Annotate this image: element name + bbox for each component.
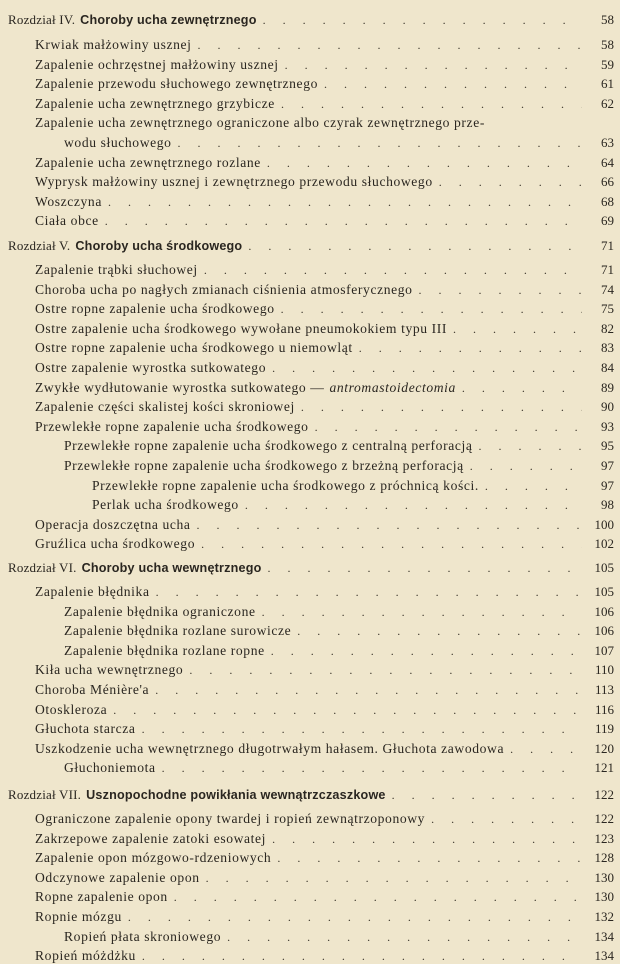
page-number: 93 (601, 418, 614, 434)
dot-leader (183, 663, 582, 678)
page-number: 58 (601, 37, 614, 52)
entry-title-italic: antromastoidectomia (329, 379, 456, 395)
entry-title: Perlak ucha środkowego (92, 497, 239, 513)
chapter-title: Choroby ucha zewnętrznego (80, 13, 257, 27)
entry-title: Zapalenie błędnika ograniczone (64, 603, 256, 619)
dot-leader (479, 479, 582, 494)
toc-entry[interactable] (0, 517, 620, 533)
toc-entry[interactable] (0, 458, 620, 474)
entry-title: Krwiak małżowiny usznej (35, 37, 192, 52)
entry-title: Głuchoniemota (64, 760, 156, 776)
dot-leader (257, 13, 582, 28)
entry-title: Zapalenie przewodu słuchowego zewnętrznego (35, 76, 318, 92)
dot-leader (271, 851, 582, 866)
dot-leader (413, 283, 582, 298)
chapter-heading[interactable] (0, 238, 620, 254)
page-number: 74 (601, 281, 614, 297)
toc-entry[interactable] (0, 831, 620, 847)
entry-title: Przewlekłe ropne zapalenie ucha środkowego (35, 418, 309, 434)
entry-title: Ograniczone zapalenie opony twardej i ropień zewnątrzoponowy (35, 811, 426, 826)
dot-leader (262, 561, 582, 576)
page-number: 75 (601, 301, 614, 317)
entry-title: Zapalenie błędnika rozlane ropne (64, 642, 265, 658)
toc-entry[interactable] (0, 584, 620, 600)
dot-leader (239, 498, 582, 513)
dot-leader (291, 624, 582, 639)
dot-leader (386, 788, 582, 803)
page-number: 97 (601, 477, 614, 493)
chapter-number: Rozdział V. (8, 238, 71, 253)
toc-entry[interactable] (0, 929, 620, 945)
toc-entry[interactable] (0, 380, 620, 396)
page-number: 82 (601, 320, 614, 336)
dot-leader (192, 38, 583, 53)
dot-leader (107, 703, 582, 718)
entry-title: Ostre zapalenie wyrostka sutkowatego (35, 360, 267, 375)
page-number: 102 (594, 536, 614, 552)
entry-title: Zapalenie trąbki słuchowej (35, 262, 198, 277)
dot-leader (295, 400, 582, 415)
page-number: 63 (601, 135, 614, 150)
page-number: 128 (594, 850, 614, 866)
page-number: 84 (601, 360, 614, 375)
entry-title: Zapalenie opon mózgowo-rdzeniowych (35, 850, 272, 866)
dot-leader (221, 930, 582, 945)
entry-title: Ropień móżdżku (35, 948, 136, 964)
toc-entry[interactable] (0, 870, 620, 886)
page-number: 62 (601, 95, 614, 111)
page-number: 106 (594, 623, 614, 639)
dot-leader (136, 722, 582, 737)
page-number: 106 (594, 603, 614, 619)
dot-leader (433, 175, 582, 190)
page-number: 98 (601, 497, 614, 513)
dot-leader (425, 812, 582, 827)
entry-title: Uszkodzenie ucha wewnętrznego długotrwałym hałasem. Głuchota zawodowa (35, 740, 505, 756)
toc-entry[interactable] (0, 478, 620, 494)
page-number: 69 (601, 213, 614, 229)
page-number: 132 (594, 909, 614, 924)
chapter-title: Choroby ucha środkowego (75, 239, 243, 253)
entry-title: Ropień płata skroniowego (64, 928, 222, 944)
page-number: 121 (594, 760, 614, 776)
page-number: 89 (601, 379, 614, 395)
dot-leader (99, 214, 582, 229)
page-number: 123 (594, 830, 614, 846)
dot-leader (150, 585, 582, 600)
entry-title: Przewlekłe ropne zapalenie ucha środkowego z centralną perforacją (64, 438, 473, 454)
entry-title: Ostre ropne zapalenie ucha środkowego (35, 301, 275, 317)
toc-entry[interactable] (0, 37, 620, 53)
entry-title: Ropne zapalenie opon (35, 889, 168, 905)
page-number: 116 (594, 701, 614, 717)
dot-leader (266, 361, 582, 376)
entry-title: Ropnie mózgu (35, 909, 122, 924)
dot-leader (256, 605, 582, 620)
dot-leader (242, 239, 582, 254)
page-number: 58 (601, 12, 614, 27)
entry-title: Ostre zapalenie ucha środkowego wywołane pneumokokiem typu III (35, 320, 448, 336)
page-number: 107 (594, 642, 614, 658)
toc-entry[interactable] (0, 399, 620, 415)
toc-entry[interactable] (0, 419, 620, 435)
page-number: 71 (601, 238, 614, 253)
dot-leader (195, 537, 582, 552)
toc-entry[interactable] (0, 850, 620, 866)
entry-title: Odczynowe zapalenie opon (35, 869, 200, 885)
toc-entry[interactable] (0, 682, 620, 698)
page-number: 134 (594, 928, 614, 944)
entry-title: Głuchota starcza (35, 721, 136, 737)
dot-leader (198, 263, 582, 278)
toc-entry[interactable] (0, 301, 620, 317)
toc-entry[interactable] (0, 721, 620, 737)
page-number: 64 (601, 154, 614, 170)
page-number: 105 (594, 584, 614, 599)
entry-title: Zapalenie ucha zewnętrznego rozlane (35, 154, 261, 170)
page-number: 71 (601, 262, 614, 277)
page-number: 68 (601, 193, 614, 209)
dot-leader (279, 58, 582, 73)
entry-title: Ciała obce (35, 213, 99, 229)
toc-entry[interactable] (0, 438, 620, 454)
entry-title: Przewlekłe ropne zapalenie ucha środkowego z próchnicą kości. (92, 477, 479, 493)
entry-title: Woszczyna (35, 193, 102, 209)
dot-leader (261, 156, 582, 171)
page-number: 113 (594, 682, 614, 697)
page-number: 134 (594, 948, 614, 964)
dot-leader (275, 97, 582, 112)
toc-entry[interactable] (0, 623, 620, 639)
dot-leader (456, 381, 582, 396)
dot-leader (504, 742, 582, 757)
toc-entry[interactable] (0, 194, 620, 210)
toc-entry[interactable] (0, 497, 620, 513)
page-number: 83 (601, 340, 614, 356)
dot-leader (309, 420, 582, 435)
toc-entry[interactable] (0, 889, 620, 905)
toc-entry[interactable] (0, 57, 620, 73)
entry-title: Gruźlica ucha środkowego (35, 536, 196, 552)
dot-leader (149, 683, 582, 698)
toc-entry[interactable] (0, 702, 620, 718)
toc-entry[interactable] (0, 262, 620, 278)
page-number: 90 (601, 399, 614, 415)
entry-title: Zapalenie części skalistej kości skroniowej (35, 399, 295, 415)
toc-entry[interactable] (0, 604, 620, 620)
chapter-number: Rozdział IV. (8, 12, 76, 27)
entry-title: Operacja doszczętna ucha (35, 516, 191, 532)
dot-leader (464, 459, 582, 474)
toc-entry[interactable] (0, 115, 620, 131)
entry-title: Zwykłe wydłutowanie wyrostka sutkowatego — (35, 379, 325, 395)
chapter-title: Choroby ucha wewnętrznego (81, 561, 262, 575)
entry-title: Zapalenie ochrzęstnej małżowiny usznej (35, 56, 279, 72)
entry-title: Zapalenie ucha zewnętrznego ograniczone albo czyrak zewnętrznego prze- (35, 115, 485, 131)
chapter-heading[interactable] (0, 12, 620, 28)
dot-leader (122, 910, 582, 925)
toc-entry[interactable] (0, 811, 620, 827)
entry-title: Ostre ropne zapalenie ucha środkowego u niemowląt (35, 340, 353, 356)
toc-entry[interactable] (0, 135, 620, 151)
dot-leader (447, 322, 582, 337)
page-number: 61 (601, 76, 614, 92)
page-number: 130 (594, 889, 614, 905)
page-number: 119 (594, 721, 614, 737)
entry-title: Choroba Ménière'a (35, 682, 150, 697)
toc-entry[interactable] (0, 741, 620, 757)
toc-entry[interactable] (0, 360, 620, 376)
toc-entry[interactable] (0, 909, 620, 925)
page-number: 59 (601, 56, 614, 72)
entry-title: Zapalenie ucha zewnętrznego grzybicze (35, 95, 275, 111)
toc-entry[interactable] (0, 662, 620, 678)
chapter-number: Rozdział VI. (8, 560, 77, 575)
toc-entry[interactable] (0, 760, 620, 776)
dot-leader (472, 439, 582, 454)
dot-leader (318, 77, 582, 92)
page-number: 122 (594, 811, 614, 826)
toc-entry[interactable] (0, 282, 620, 298)
entry-title: Choroba ucha po nagłych zmianach ciśnienia atmosferycznego (35, 281, 413, 297)
dot-leader (353, 341, 582, 356)
page-number: 120 (594, 740, 614, 756)
page-number: 100 (594, 516, 614, 532)
chapter-title: Usznopochodne powikłania wewnątrzczaszkowe (86, 788, 386, 802)
toc-entry[interactable] (0, 155, 620, 171)
toc-entry[interactable] (0, 174, 620, 190)
entry-title: Przewlekłe ropne zapalenie ucha środkowego z brzeżną perforacją (64, 458, 464, 473)
dot-leader (156, 761, 582, 776)
dot-leader (266, 832, 582, 847)
toc-entry[interactable] (0, 643, 620, 659)
chapter-heading[interactable] (0, 560, 620, 576)
page-number: 105 (594, 560, 614, 575)
page-number: 122 (594, 787, 614, 802)
dot-leader (102, 195, 582, 210)
toc-entry[interactable] (0, 76, 620, 92)
toc-entry[interactable] (0, 321, 620, 337)
dot-leader (265, 644, 582, 659)
dot-leader (168, 890, 582, 905)
entry-title: Kiła ucha wewnętrznego (35, 662, 184, 678)
dot-leader (200, 871, 582, 886)
page-number: 130 (594, 869, 614, 885)
chapter-heading[interactable] (0, 787, 620, 803)
dot-leader (172, 136, 582, 151)
entry-title: wodu słuchowego (64, 135, 172, 150)
toc-entry[interactable] (0, 340, 620, 356)
page-number: 95 (601, 438, 614, 454)
entry-title: Zakrzepowe zapalenie zatoki esowatej (35, 830, 267, 846)
entry-title: Zapalenie błędnika rozlane surowicze (64, 623, 292, 639)
entry-title: Otoskleroza (35, 701, 108, 717)
page-number: 110 (594, 662, 614, 678)
toc-entry[interactable] (0, 96, 620, 112)
page-number: 97 (601, 458, 614, 473)
chapter-number: Rozdział VII. (8, 787, 82, 802)
page-number: 66 (601, 174, 614, 190)
toc-entry[interactable] (0, 213, 620, 229)
entry-title: Zapalenie błędnika (35, 584, 150, 599)
dot-leader (275, 302, 582, 317)
dot-leader (191, 518, 582, 533)
toc-entry[interactable] (0, 536, 620, 552)
entry-title: Wyprysk małżowiny usznej i zewnętrznego przewodu słuchowego (35, 174, 433, 190)
